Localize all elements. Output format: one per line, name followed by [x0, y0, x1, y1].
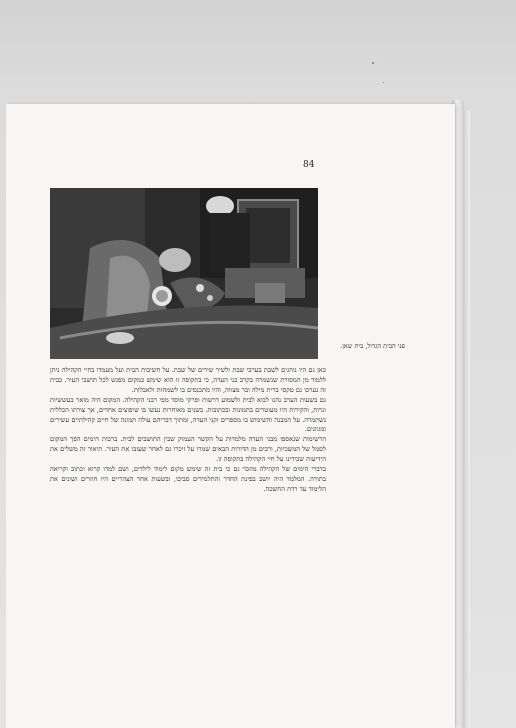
article-body	[50, 366, 326, 495]
paragraph: בדברי הימים של הקהילה מוזכר גם כי בית זה שימש מקום לימוד לילדים, ושם למדו קרוא וכתוב וקריאה בתורה. המלמד היה יושב בפינת החדר והתלמידים סביבו, ובשעות אחר הצהריים היו חוזרים ושונים את הלימוד עד רדת החשכה.	[50, 465, 326, 493]
page-number: 84	[303, 160, 315, 170]
paragraph: גם בשעות הערב נהגו לבוא לבית ולשמוע דרשות ופרקי מוסר מפי רבני הקהילה. המקום היה מואר בעששיות ונרות, והקירות היו מעוטרים בתמונות ובכתובות. בשנים מאוחרות נעשו בו שיפוצים אחדים, אך צורתו הכללית נשתמרה. על המבנה והשימוש בו מספרים זקני העדה, ומתוך דבריהם עולה תמונה של חיים קהילתיים עשירים ומגוונים.	[50, 395, 326, 434]
scan-speck	[383, 82, 384, 83]
photograph	[50, 188, 318, 359]
photo-illustration	[50, 188, 318, 359]
scan-speck	[372, 62, 374, 64]
paragraph: כאן גם היו נוהגים לשבת בערבי שבת ולשיר שירים של שבת. על חשיבות הבית ועל מעמדו בחיי הקהילה ניתן ללמוד מן המסורת שנשמרה בקרב בני העדה, כי בתקופה זו הוא שימש כמקום מפגש לכל תושבי העיר. בבית זה נערכו גם טקסי ברית מילה ובר מצווה, והיו מתכנסים בו לשמחות ולאבלות.	[50, 366, 326, 394]
paragraph: הרשימות שנאספו מבני העדה מלמדות על הקשר העמוק שבין התושבים לבית. ברבות הימים הפך המקום לסמל של המשכיות, ורבים מן הדורות הבאים שמרו על זיכרו גם לאחר שעזבו את העיר. תיאור זה משלים את הידיעות שבידינו על חיי הקהילה בתקופה זו.	[50, 435, 326, 464]
photo-caption: פני הבית הגדול, בית שאן.	[340, 342, 405, 350]
